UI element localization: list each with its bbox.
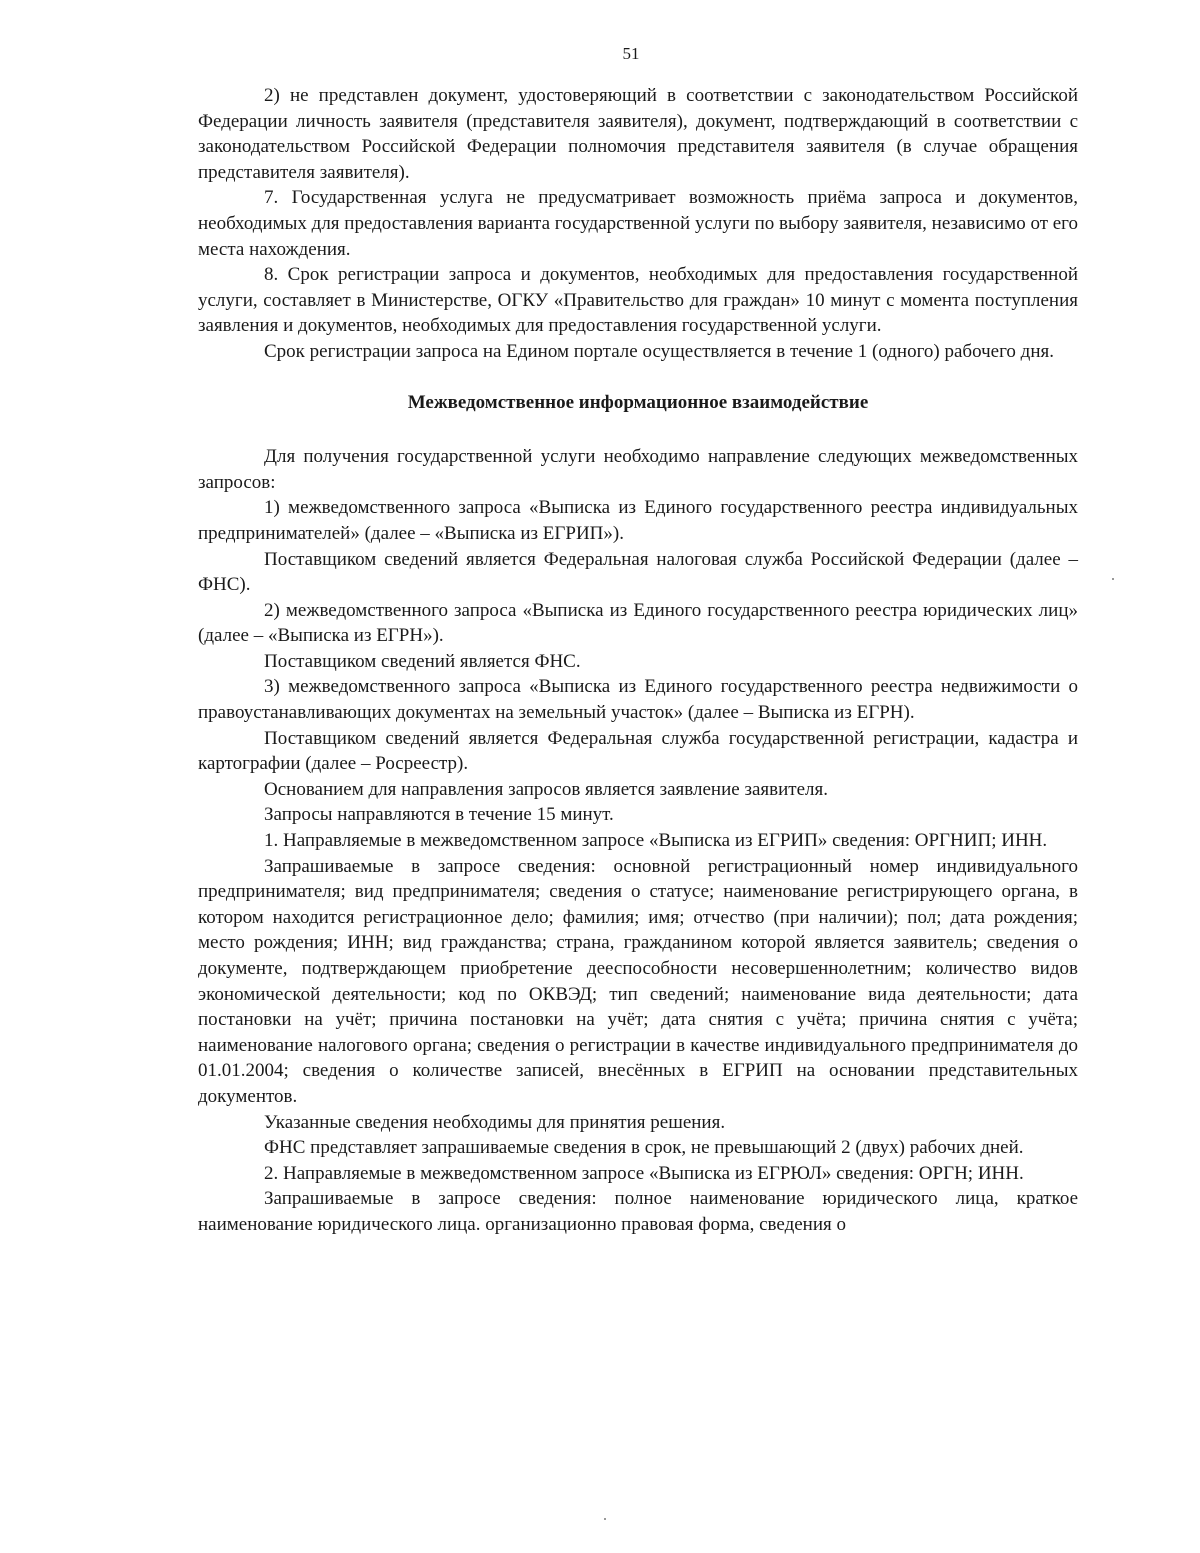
paragraph: Для получения государственной услуги необходимо направление следующих межведомственных запросов: xyxy=(198,446,1078,493)
paragraph: 2. Направляемые в межведомственном запросе «Выписка из ЕГРЮЛ» сведения: ОРГН; ИНН. xyxy=(264,1162,1024,1184)
paragraph: Основанием для направления запросов является заявление заявителя. xyxy=(264,778,828,800)
section-heading: Межведомственное информационное взаимодействие xyxy=(407,391,869,413)
paragraph: Поставщиком сведений является Федеральная налоговая служба Российской Федерации (далее – ФНС). xyxy=(198,548,1078,596)
paragraph: 1. Направляемые в межведомственном запросе «Выписка из ЕГРИП» сведения: ОРГНИП; ИНН. xyxy=(264,830,1048,852)
paragraph: 3) межведомственного запроса «Выписка из Единого государственного реестра недвижимости о правоустанавливающих документах на земельный участок» (далее – Выписка из ЕГРН). xyxy=(198,676,1078,724)
paragraph: Запрашиваемые в запросе сведения: полное наименование юридического лица, краткое наименование юридического лица. организационно правовая форма, сведения о xyxy=(198,1188,1078,1235)
page-number: 51 xyxy=(622,44,640,63)
paragraph: Поставщиком сведений является Федеральная служба государственной регистрации, кадастра и картографии (далее – Росреестр). xyxy=(198,727,1078,775)
document-body xyxy=(198,83,1078,1238)
scan-speck xyxy=(1112,578,1114,580)
paragraph: 8. Срок регистрации запроса и документов, необходимых для предоставления государственной услуги, составляет в Министерстве, ОГКУ «Правительство для граждан» 10 минут с момента поступления заявления и документов, необходимых для предоставления государственной услуги. xyxy=(198,264,1078,337)
paragraph: Срок регистрации запроса на Едином портале осуществляется в течение 1 (одного) рабочего дня. xyxy=(264,340,1054,362)
paragraph: 1) межведомственного запроса «Выписка из Единого государственного реестра индивидуальных предпринимателей» (далее – «Выписка из ЕГРИП»). xyxy=(198,497,1078,544)
paragraph: Поставщиком сведений является ФНС. xyxy=(264,650,581,672)
paragraph: Запросы направляются в течение 15 минут. xyxy=(264,804,614,826)
paragraph: 2) не представлен документ, удостоверяющий в соответствии с законодательством Российской Федерации личность заявителя (представителя заявителя), документ, подтверждающий в соответствии с законодательством Российской Федерации полномочия представителя заявителя (в случае обращения представителя заявителя). xyxy=(198,85,1078,183)
paragraph: ФНС представляет запрашиваемые сведения в срок, не превышающий 2 (двух) рабочих дней. xyxy=(264,1137,1024,1159)
scan-speck xyxy=(604,1518,606,1520)
paragraph: 2) межведомственного запроса «Выписка из Единого государственного реестра юридических лиц» (далее – «Выписка из ЕГРН»). xyxy=(198,599,1078,647)
paragraph: Запрашиваемые в запросе сведения: основной регистрационный номер индивидуального предпринимателя; вид предпринимателя; сведения о статусе; наименование регистрирующего органа, в котором находится регистрационное дело; фамилия; имя; отчество (при наличии); пол; дата рождения; место рождения; ИНН; вид гражданства; страна, гражданином которой является заявитель; сведения о документе, подтверждающем приобретение дееспособности несовершеннолетним; количество видов экономической деятельности; код по ОКВЭД; тип сведений; наименование вида деятельности; дата постановки на учёт; причина постановки на учёт; дата снятия с учёта; причина снятия с учёта; наименование налогового органа; сведения о регистрации в качестве индивидуального предпринимателя до 01.01.2004; сведения о количестве записей, внесённых в ЕГРИП на основании представительных документов. xyxy=(198,855,1078,1107)
paragraph: Указанные сведения необходимы для принятия решения. xyxy=(264,1111,726,1133)
paragraph: 7. Государственная услуга не предусматривает возможность приёма запроса и документов, необходимых для предоставления варианта государственной услуги по выбору заявителя, независимо от его места нахождения. xyxy=(198,187,1079,260)
